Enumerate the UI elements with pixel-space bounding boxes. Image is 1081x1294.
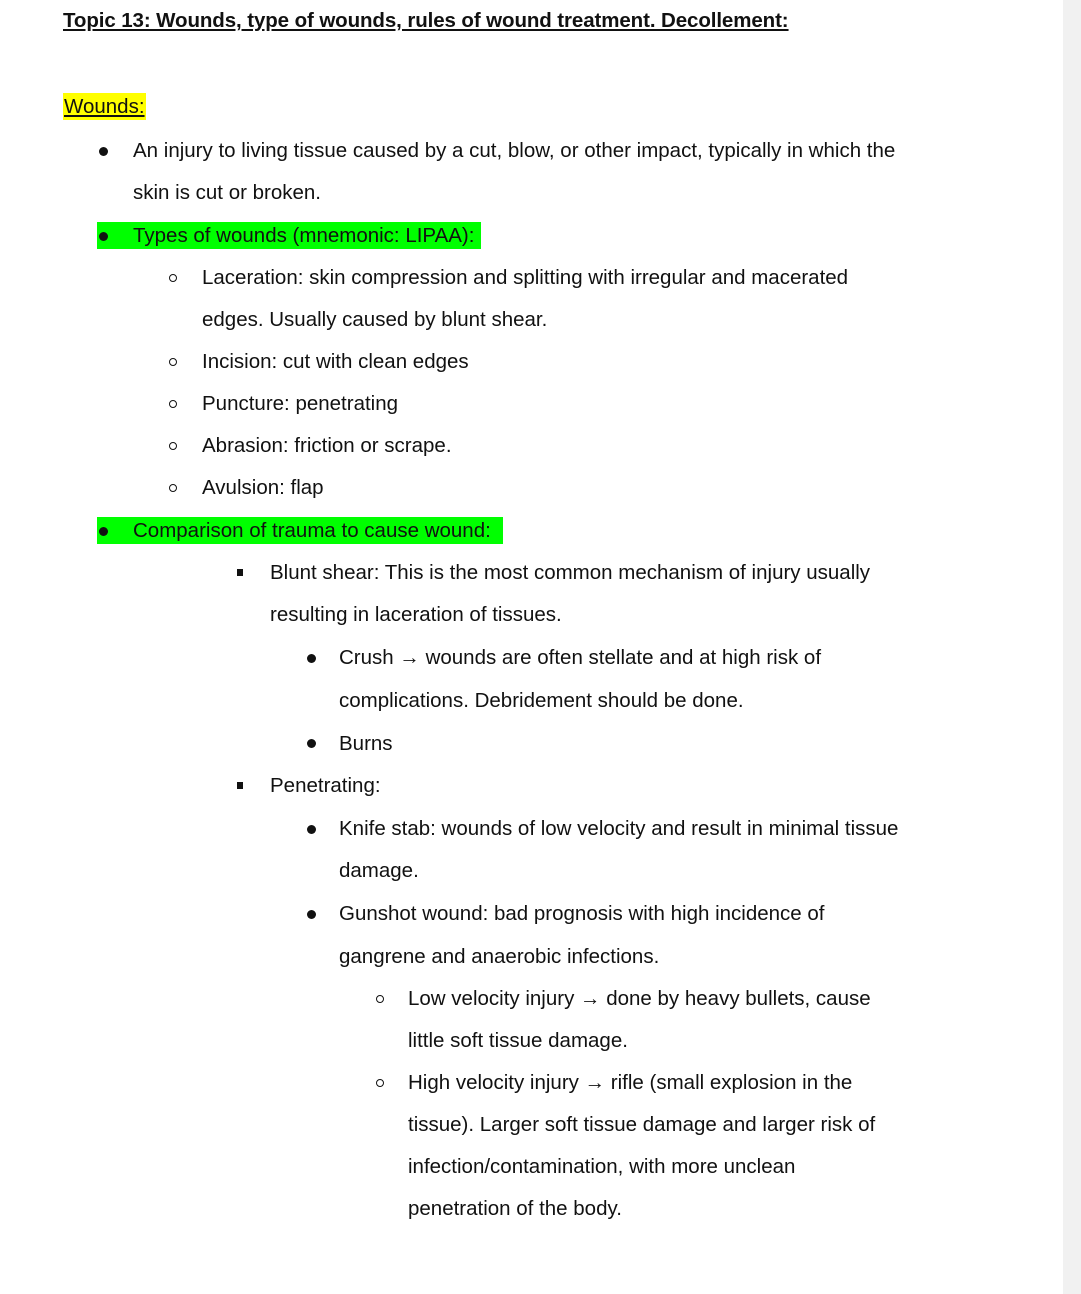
bullet-square-icon [237, 782, 243, 789]
bullet-disc-icon [307, 825, 316, 834]
types-heading: Types of wounds (mnemonic: LIPAA): [133, 224, 475, 247]
blunt-shear-line-2: resulting in laceration of tissues. [270, 603, 562, 626]
gunshot-line-2: gangrene and anaerobic infections. [339, 945, 660, 968]
crush-line-2: complications. Debridement should be done. [339, 689, 744, 712]
comparison-heading: Comparison of trauma to cause wound: [133, 519, 491, 542]
bullet-square-icon [237, 569, 243, 576]
gunshot-line-1: Gunshot wound: bad prognosis with high incidence of [339, 902, 825, 925]
type-abrasion: Abrasion: friction or scrape. [202, 434, 452, 457]
high-velocity-line-4: penetration of the body. [408, 1197, 622, 1220]
type-incision: Incision: cut with clean edges [202, 350, 469, 373]
high-velocity-line-2: tissue). Larger soft tissue damage and larger risk of [408, 1113, 876, 1136]
bullet-disc-icon [307, 654, 316, 663]
burns-item: Burns [339, 732, 393, 755]
type-puncture: Puncture: penetrating [202, 392, 399, 415]
type-laceration-line-1: Laceration: skin compression and splitting with irregular and macerated [202, 266, 849, 289]
blunt-shear-line-1: Blunt shear: This is the most common mechanism of injury usually [270, 561, 871, 584]
low-velocity-line-1: Low velocity injury → done by heavy bullets, cause [408, 987, 871, 1010]
low-velocity-line-2: little soft tissue damage. [408, 1029, 628, 1052]
bullet-circle-icon [376, 995, 384, 1003]
knife-stab-line-1: Knife stab: wounds of low velocity and result in minimal tissue [339, 817, 899, 840]
bullet-circle-icon [169, 400, 177, 408]
crush-line-1: Crush → wounds are often stellate and at high risk of [339, 646, 822, 669]
page-title: Topic 13: Wounds, type of wounds, rules of wound treatment. Decollement: [63, 9, 789, 32]
type-laceration-line-2: edges. Usually caused by blunt shear. [202, 308, 548, 331]
section-heading-wounds: Wounds: [64, 95, 145, 118]
type-avulsion: Avulsion: flap [202, 476, 324, 499]
page-edge-strip [1063, 0, 1081, 1294]
knife-stab-line-2: damage. [339, 859, 419, 882]
bullet-disc-icon [307, 910, 316, 919]
penetrating-heading: Penetrating: [270, 774, 381, 797]
high-velocity-line-1: High velocity injury → rifle (small explosion in the [408, 1071, 853, 1094]
bullet-circle-icon [376, 1079, 384, 1087]
bullet-disc-icon [99, 232, 108, 241]
definition-line-2: skin is cut or broken. [133, 181, 321, 204]
bullet-circle-icon [169, 358, 177, 366]
bullet-circle-icon [169, 442, 177, 450]
high-velocity-line-3: infection/contamination, with more unclean [408, 1155, 796, 1178]
bullet-disc-icon [307, 739, 316, 748]
bullet-circle-icon [169, 274, 177, 282]
bullet-disc-icon [99, 527, 108, 536]
bullet-disc-icon [99, 147, 108, 156]
definition-line-1: An injury to living tissue caused by a cut, blow, or other impact, typically in which the [133, 139, 896, 162]
bullet-circle-icon [169, 484, 177, 492]
